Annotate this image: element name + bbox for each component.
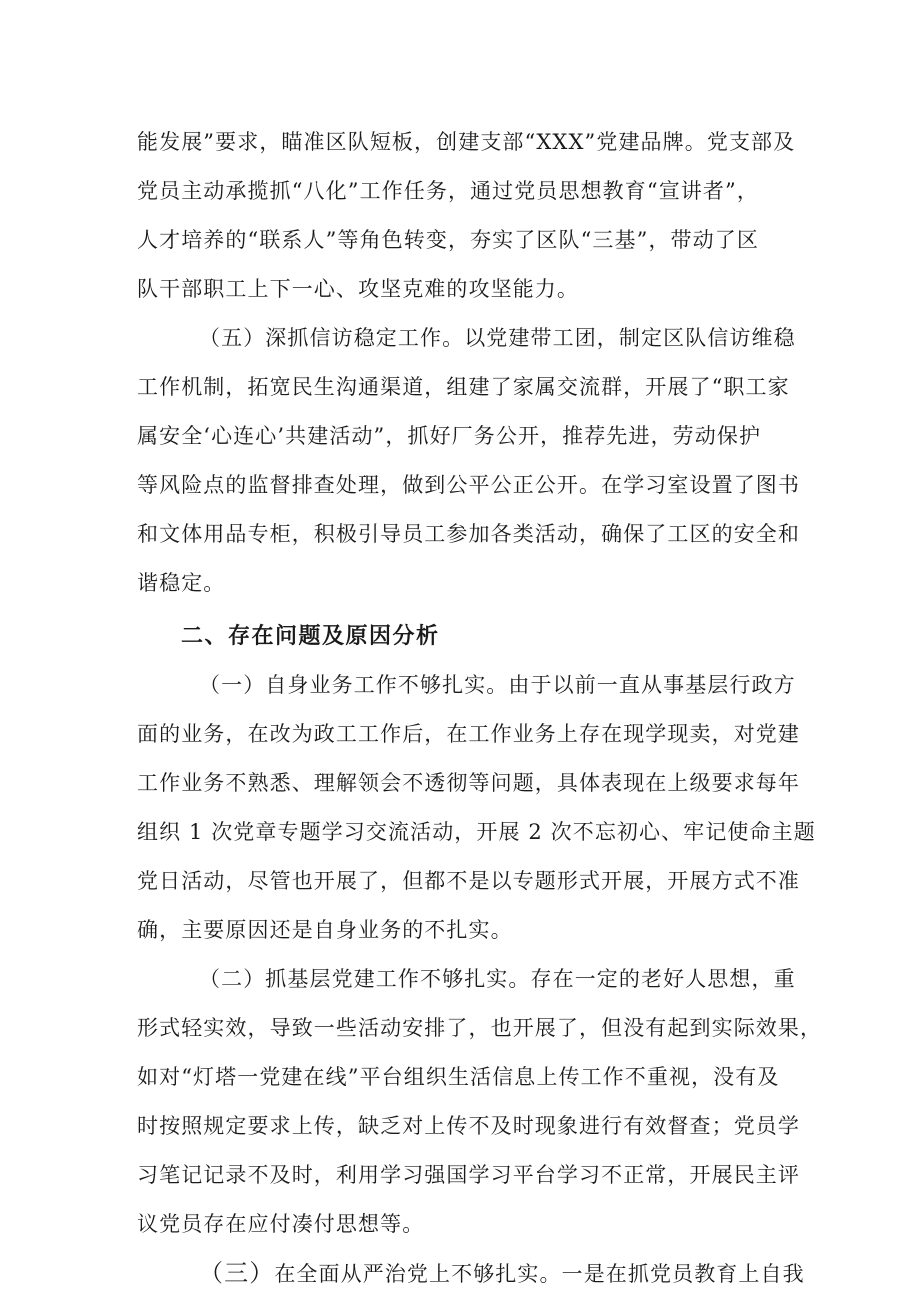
text-line <box>137 1249 805 1298</box>
text-line: 面的业务，在改为政工工作后，在工作业务上存在现学现卖，对党建 <box>137 722 800 746</box>
text-line: 谐稳定。 <box>137 571 226 595</box>
text-line: 能发展”要求，瞄准区队短板，创建支部“XXX”党建品牌。党支部及 <box>137 130 796 154</box>
text-line: 时按照规定要求上传，缺乏对上传不及时现象进行有效督查；党员学 <box>137 1114 800 1138</box>
paragraph-two <box>137 955 823 1249</box>
paragraph-one <box>137 661 816 955</box>
text-line: （五）深抓信访稳定工作。以党建带工团，制定区队信访维稳 <box>199 326 796 350</box>
text-line: 工作业务不熟悉、理解领会不透彻等问题，具体表现在上级要求每年 <box>137 771 800 795</box>
text-line: 属安全‘心连心’共建活动”，抓好厂务公开，推荐先进，劳动保护 <box>137 424 762 448</box>
text-line: 工作机制，拓宽民生沟通渠道，组建了家属交流群，开展了“职工家 <box>137 375 790 399</box>
document-body <box>137 118 823 1298</box>
text-line: 如对“灯塔一党建在线”平台组织生活信息上传工作不重视，没有及 <box>137 1065 780 1089</box>
paragraph-three-text: 在全面从严治党上不够扎实。一是在抓党员教育上自我 <box>274 1262 805 1286</box>
text-line: 习笔记记录不及时，利用学习强国学习平台学习不正常，开展民主评 <box>137 1163 800 1187</box>
text-line: 人才培养的“联系人”等角色转变，夯实了区队“三基”，带动了区 <box>137 228 759 252</box>
paragraph-five <box>137 314 800 608</box>
section-heading: 二、存在问题及原因分析 <box>181 624 440 649</box>
text-line: 和文体用品专柜，积极引导员工参加各类活动，确保了工区的安全和 <box>137 522 800 546</box>
paragraph-three-number: （三） <box>199 1259 275 1287</box>
paragraph-top <box>137 118 796 314</box>
text-line: 党员主动承揽抓“八化”工作任务，通过党员思想教育“宣讲者”， <box>137 179 759 203</box>
text-line: 形式轻实效，导致一些活动安排了，也开展了，但没有起到实际效果， <box>137 1016 823 1040</box>
text-line: 党日活动，尽管也开展了，但都不是以专题形式开展，开展方式不准 <box>137 869 800 893</box>
text-line: 组织 1 次党章专题学习交流活动，开展 2 次不忘初心、牢记使命主题 <box>137 820 816 844</box>
text-line: 确，主要原因还是自身业务的不扎实。 <box>137 918 513 942</box>
paragraph-three <box>137 1249 805 1298</box>
text-line: 等风险点的监督排查处理，做到公平公正公开。在学习室设置了图书 <box>137 473 800 497</box>
text-line: 队干部职工上下一心、攻坚克难的攻坚能力。 <box>137 277 579 301</box>
text-line: 议党员存在应付凑付思想等。 <box>137 1212 425 1236</box>
text-line: （二）抓基层党建工作不够扎实。存在一定的老好人思想，重 <box>199 967 796 991</box>
text-line: （一）自身业务工作不够扎实。由于以前一直从事基层行政方 <box>199 673 796 697</box>
